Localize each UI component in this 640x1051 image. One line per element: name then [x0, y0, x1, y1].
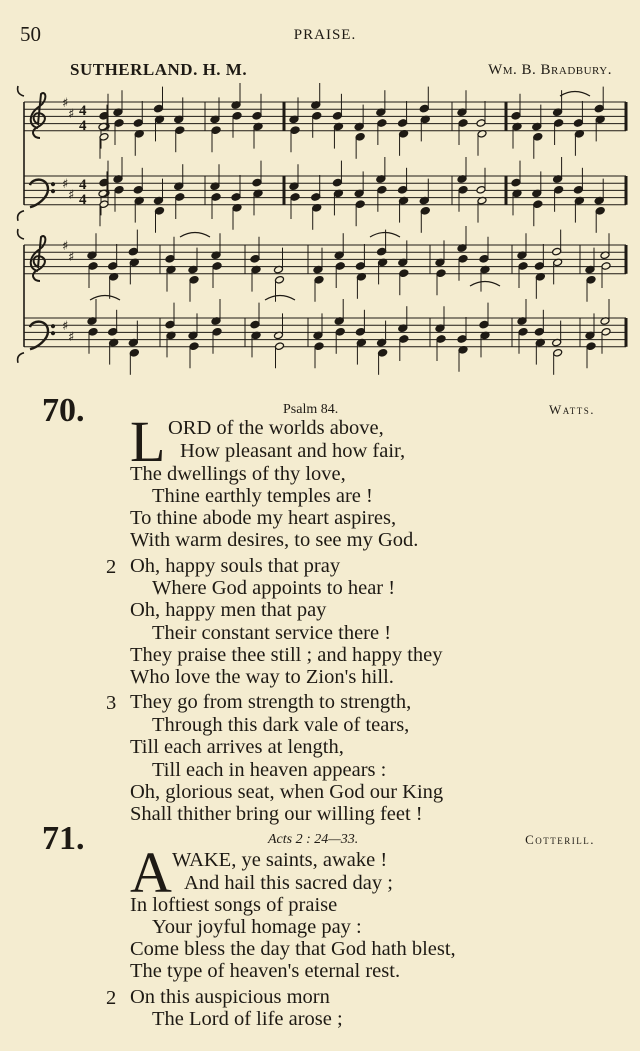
note-head [335, 328, 345, 337]
sharp-sign: ♯ [62, 239, 69, 254]
note-head [511, 112, 521, 121]
note-head [476, 186, 486, 195]
clef-dot [51, 183, 54, 186]
note-head [458, 186, 468, 195]
note-head [419, 104, 429, 113]
note-head [534, 262, 544, 271]
verse-line: And hail this sacred day ; [184, 872, 393, 894]
hymn-number: 71. [42, 820, 85, 857]
time-signature: 4 [79, 103, 87, 119]
note-head [250, 320, 260, 329]
note-head [377, 247, 387, 256]
note-head [314, 276, 324, 285]
verse-line: They praise thee still ; and happy they [130, 644, 443, 666]
clef-dot [51, 332, 54, 335]
verse-line: To thine abode my heart aspires, [130, 507, 397, 529]
note-head [458, 255, 468, 264]
verse-line: WAKE, ye saints, awake ! [172, 849, 388, 871]
note-head [88, 262, 98, 271]
note-head [335, 262, 345, 271]
note-head [314, 342, 324, 351]
note-head [420, 207, 430, 216]
note-head [355, 328, 365, 337]
staff-systems [18, 83, 626, 375]
note-head [552, 247, 562, 256]
note-head [290, 126, 300, 135]
bracket-curl [18, 229, 24, 239]
running-head: PRAISE. [293, 27, 357, 43]
note-head [479, 255, 489, 264]
note-head [212, 262, 222, 271]
note-head [175, 193, 185, 202]
verse-line: Till each in heaven appears : [152, 759, 387, 781]
note-head [114, 186, 124, 195]
note-head [189, 342, 199, 351]
drop-cap: A [130, 840, 172, 905]
music-score [0, 0, 640, 400]
note-head [252, 112, 262, 121]
verse-line: Till each arrives at length, [130, 736, 344, 758]
note-head [275, 342, 285, 351]
note-head [436, 335, 446, 344]
clef-dot [51, 325, 54, 328]
note-head [586, 342, 596, 351]
note-head [377, 186, 387, 195]
note-head [601, 262, 611, 271]
note-head [211, 193, 221, 202]
note-head [378, 349, 388, 358]
note-head [377, 119, 387, 128]
sharp-sign: ♯ [62, 177, 69, 193]
note-head [458, 119, 468, 128]
time-signature: 4 [79, 118, 87, 134]
verse-line: ORD of the worlds above, [168, 417, 384, 439]
note-head [398, 119, 408, 128]
note-head [533, 200, 543, 209]
note-head [165, 320, 175, 329]
note-head [165, 255, 175, 264]
verse-line: The type of heaven's eternal rest. [130, 960, 401, 982]
note-head [554, 186, 564, 195]
note-head [595, 207, 605, 216]
verse-line: Where God appoints to hear ! [152, 577, 396, 599]
composer-initial: W [488, 62, 503, 78]
verse-line: In loftiest songs of praise [130, 894, 338, 916]
scripture-reference: Psalm 84. [283, 402, 339, 417]
slur [180, 233, 210, 238]
note-head [601, 328, 611, 337]
bass-clef-icon [30, 180, 48, 208]
stanza-number: 2 [106, 556, 117, 578]
verse-line: Through this dark vale of tears, [152, 714, 410, 736]
sharp-sign: ♯ [62, 96, 69, 111]
composer-name: m. B. Bradbury. [502, 62, 612, 78]
note-head [355, 133, 365, 142]
stanza-number: 3 [106, 692, 117, 714]
note-head [332, 112, 342, 121]
note-head [511, 178, 521, 187]
sharp-sign: ♯ [62, 319, 69, 335]
note-head [553, 349, 563, 358]
slur [90, 296, 120, 301]
verse-line: Oh, happy souls that pray [130, 555, 341, 577]
note-head [476, 119, 486, 128]
time-signature: 4 [79, 177, 87, 193]
note-head [533, 133, 543, 142]
verse-line: The Lord of life arose ; [152, 1008, 343, 1030]
note-head [399, 335, 409, 344]
note-head [212, 328, 222, 337]
note-head [108, 328, 118, 337]
hymn-author: Watts. [548, 402, 595, 417]
verse-line: Come bless the day that God hath blest, [130, 938, 456, 960]
bass-clef-icon [30, 322, 48, 350]
verse-line: How pleasant and how fair, [180, 440, 406, 462]
note-head [436, 269, 446, 278]
note-head [398, 186, 408, 195]
verse-line: Shall thither bring our willing feet ! [130, 803, 423, 825]
note-head [211, 126, 221, 135]
bracket-curl [18, 211, 24, 221]
time-signature: 4 [79, 192, 87, 208]
note-head [252, 178, 262, 187]
note-head [573, 186, 583, 195]
note-head [88, 328, 98, 337]
note-head [399, 269, 409, 278]
note-head [189, 276, 199, 285]
note-head [108, 262, 118, 271]
note-head [457, 335, 467, 344]
bracket-curl [18, 353, 24, 363]
note-head [275, 276, 285, 285]
stanza-number: 2 [106, 987, 117, 1009]
page-number: 50 [20, 22, 41, 46]
note-head [355, 262, 365, 271]
sharp-sign: ♯ [68, 188, 75, 203]
note-head [175, 126, 185, 135]
note-head [155, 207, 165, 216]
slur [470, 282, 500, 287]
note-head [231, 193, 241, 202]
note-head [554, 119, 564, 128]
note-head [232, 112, 242, 121]
verse-line: Oh, happy men that pay [130, 599, 327, 621]
note-head [518, 262, 528, 271]
note-head [290, 193, 300, 202]
verse-line: Who love the way to Zion's hill. [130, 666, 394, 688]
verse-line: Oh, glorious seat, when God our King [130, 781, 444, 803]
clef-dot [51, 190, 54, 193]
hymn-author: Cotterill. [525, 832, 595, 847]
note-head [114, 119, 124, 128]
verse-line: The dwellings of thy love, [130, 463, 346, 485]
note-head [129, 349, 139, 358]
note-head [133, 119, 143, 128]
note-head [594, 104, 604, 113]
note-head [534, 328, 544, 337]
slur [370, 233, 400, 238]
note-head [311, 193, 321, 202]
scripture-reference: Acts 2 : 24—33. [268, 832, 359, 847]
note-head [332, 178, 342, 187]
verse-line: With warm desires, to see my God. [130, 529, 419, 551]
bracket-curl [18, 86, 24, 96]
verse-line: Thine earthly temples are ! [152, 485, 373, 507]
note-head [355, 200, 365, 209]
sharp-sign: ♯ [68, 106, 75, 122]
note-head [154, 104, 164, 113]
note-head [586, 276, 596, 285]
tune-name: SUTHERLAND. H. M. [70, 60, 248, 79]
verse-line: On this auspicious morn [130, 986, 330, 1008]
hymn-number: 70. [42, 392, 85, 429]
note-head [518, 328, 528, 337]
verse-line: Your joyful homage pay : [152, 916, 362, 938]
sharp-sign: ♯ [68, 330, 75, 345]
verse-line: They go from strength to strength, [130, 691, 412, 713]
drop-cap: L [130, 409, 166, 474]
note-head [128, 247, 138, 256]
sharp-sign: ♯ [68, 249, 75, 265]
note-head [250, 255, 260, 264]
slur [560, 92, 590, 97]
verse-line: Their constant service there ! [152, 622, 392, 644]
note-head [573, 119, 583, 128]
slur [265, 296, 295, 301]
note-head [312, 112, 322, 121]
note-head [479, 320, 489, 329]
note-head [133, 186, 143, 195]
